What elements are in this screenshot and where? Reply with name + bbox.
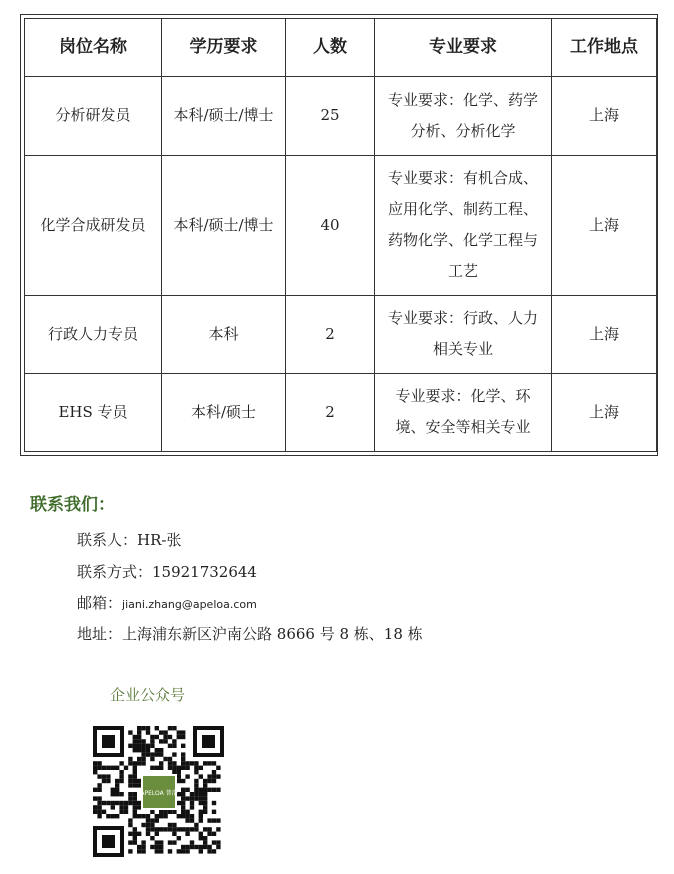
table-row xyxy=(25,373,657,451)
cell-count: 2 xyxy=(286,295,375,373)
cell-count: 2 xyxy=(286,373,375,451)
cell-position: 分析研发员 xyxy=(25,76,162,155)
table-row xyxy=(25,295,657,373)
contact-address: 地址：上海浦东新区沪南公路 8666 号 8 栋、18 栋 xyxy=(77,625,423,643)
wechat-label: 企业公众号 xyxy=(110,686,186,704)
header-education: 学历要求 xyxy=(162,19,286,77)
recruitment-table-frame xyxy=(20,14,658,456)
cell-major: 专业要求：化学、环境、安全等相关专业 xyxy=(375,373,552,451)
contact-email-line xyxy=(77,592,257,613)
cell-count: 25 xyxy=(286,76,375,155)
header-position: 岗位名称 xyxy=(25,19,162,77)
cell-education: 本科/硕士 xyxy=(162,373,286,451)
company-logo xyxy=(141,774,177,810)
contact-person: 联系人：HR-张 xyxy=(77,531,182,549)
contact-phone: 联系方式：15921732644 xyxy=(77,563,257,581)
cell-location: 上海 xyxy=(552,76,657,155)
cell-major: 专业要求：有机合成、应用化学、制药工程、药物化学、化学工程与工艺 xyxy=(375,155,552,295)
contact-email[interactable]: jiani.zhang@apeloa.com xyxy=(122,598,257,611)
cell-location: 上海 xyxy=(552,155,657,295)
cell-education: 本科 xyxy=(162,295,286,373)
table-row xyxy=(25,76,657,155)
cell-position: 化学合成研发员 xyxy=(25,155,162,295)
recruitment-table xyxy=(24,18,657,452)
contact-email-label: 邮箱： xyxy=(77,594,123,612)
header-major: 专业要求 xyxy=(375,19,552,77)
cell-major: 专业要求：行政、人力相关专业 xyxy=(375,295,552,373)
table-row xyxy=(25,155,657,295)
logo-text: APELOA 普洛 xyxy=(140,789,178,797)
header-count: 人数 xyxy=(286,19,375,77)
cell-location: 上海 xyxy=(552,373,657,451)
contact-heading: 联系我们： xyxy=(30,495,115,515)
cell-location: 上海 xyxy=(552,295,657,373)
cell-position: EHS 专员 xyxy=(25,373,162,451)
header-location: 工作地点 xyxy=(552,19,657,77)
table-header-row xyxy=(25,19,657,77)
cell-education: 本科/硕士/博士 xyxy=(162,76,286,155)
cell-major: 专业要求：化学、药学分析、分析化学 xyxy=(375,76,552,155)
cell-education: 本科/硕士/博士 xyxy=(162,155,286,295)
cell-position: 行政人力专员 xyxy=(25,295,162,373)
cell-count: 40 xyxy=(286,155,375,295)
